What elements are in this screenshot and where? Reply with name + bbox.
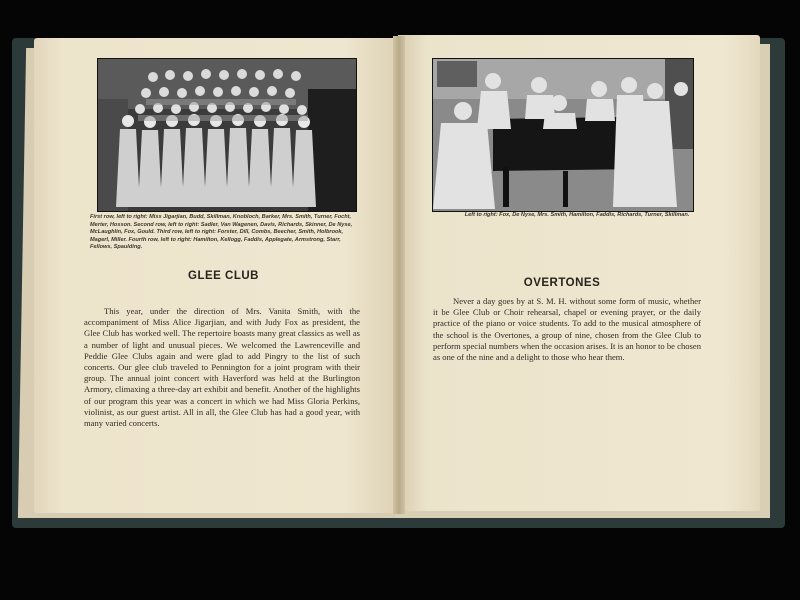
book-gutter: [393, 36, 405, 514]
overtones-heading: OVERTONES: [523, 277, 601, 289]
overtones-photo-caption: Left to right: Fox, De Nyse, Mrs. Smith, Hamilton, Faddis, Richards, Turner, Skillman.: [464, 212, 690, 218]
glee-club-photo: [97, 58, 357, 212]
glee-club-photo-caption: First row, left to right: Miss Jigarjian, Budd, Skillman, Knobloch, Barker, Mrs. Smith, Turner, Focht, Merter, Hosson. Second row, left to right: Sadler, Van Wagenen, Davis, Richards, Skinner, De Nyse, McLaughlin, Fox, Gould. Third row, left to right: Forster, Dill, Combs, Beecher, Smith, Holbrook, Magerl, Miller. Fourth row, left to right: Hamilton, Kellogg, Faddis, Applegate, Armstrong, Starr, Fellows, Spaulding.: [90, 214, 353, 251]
glee-club-heading: GLEE CLUB: [188, 270, 259, 282]
overtones-body: Never a day goes by at S. M. H. without some form of music, whether it be Glee Club or Choir rehearsal, chapel or evening prayer, or the daily practice of the piano or voice students. To add to the musical atmosphere of the school is the Overtones, a group of nine, chosen from the Glee Club to perform special numbers when the occasion arises. It is an honor to be chosen as one of the nine and a delight to those who hear them.: [433, 296, 701, 363]
glee-club-body: This year, under the direction of Mrs. Vanita Smith, with the accompaniment of Miss Alice Jigarjian, and with Judy Fox as president, the Glee Club has worked well. The repertoire boasts many great classics as well as a number of light and unusual pieces. We welcomed the Lawrenceville and Peddie Glee Clubs again and were glad to add Pingry to the list of such concerts. Our glee club traveled to Pennington for a joint program with their group. The annual joint concert with Haverford was held at the Burlington Armory, climaxing a three-day art exhibit and benefit. Another of the highlights of our program this year was a concert in which we had Miss Gloria Perkins, violinist, as our guest artist. All in all, the Glee Club has had a good year, with many varied concerts.: [84, 306, 360, 429]
overtones-photo: [432, 58, 694, 212]
